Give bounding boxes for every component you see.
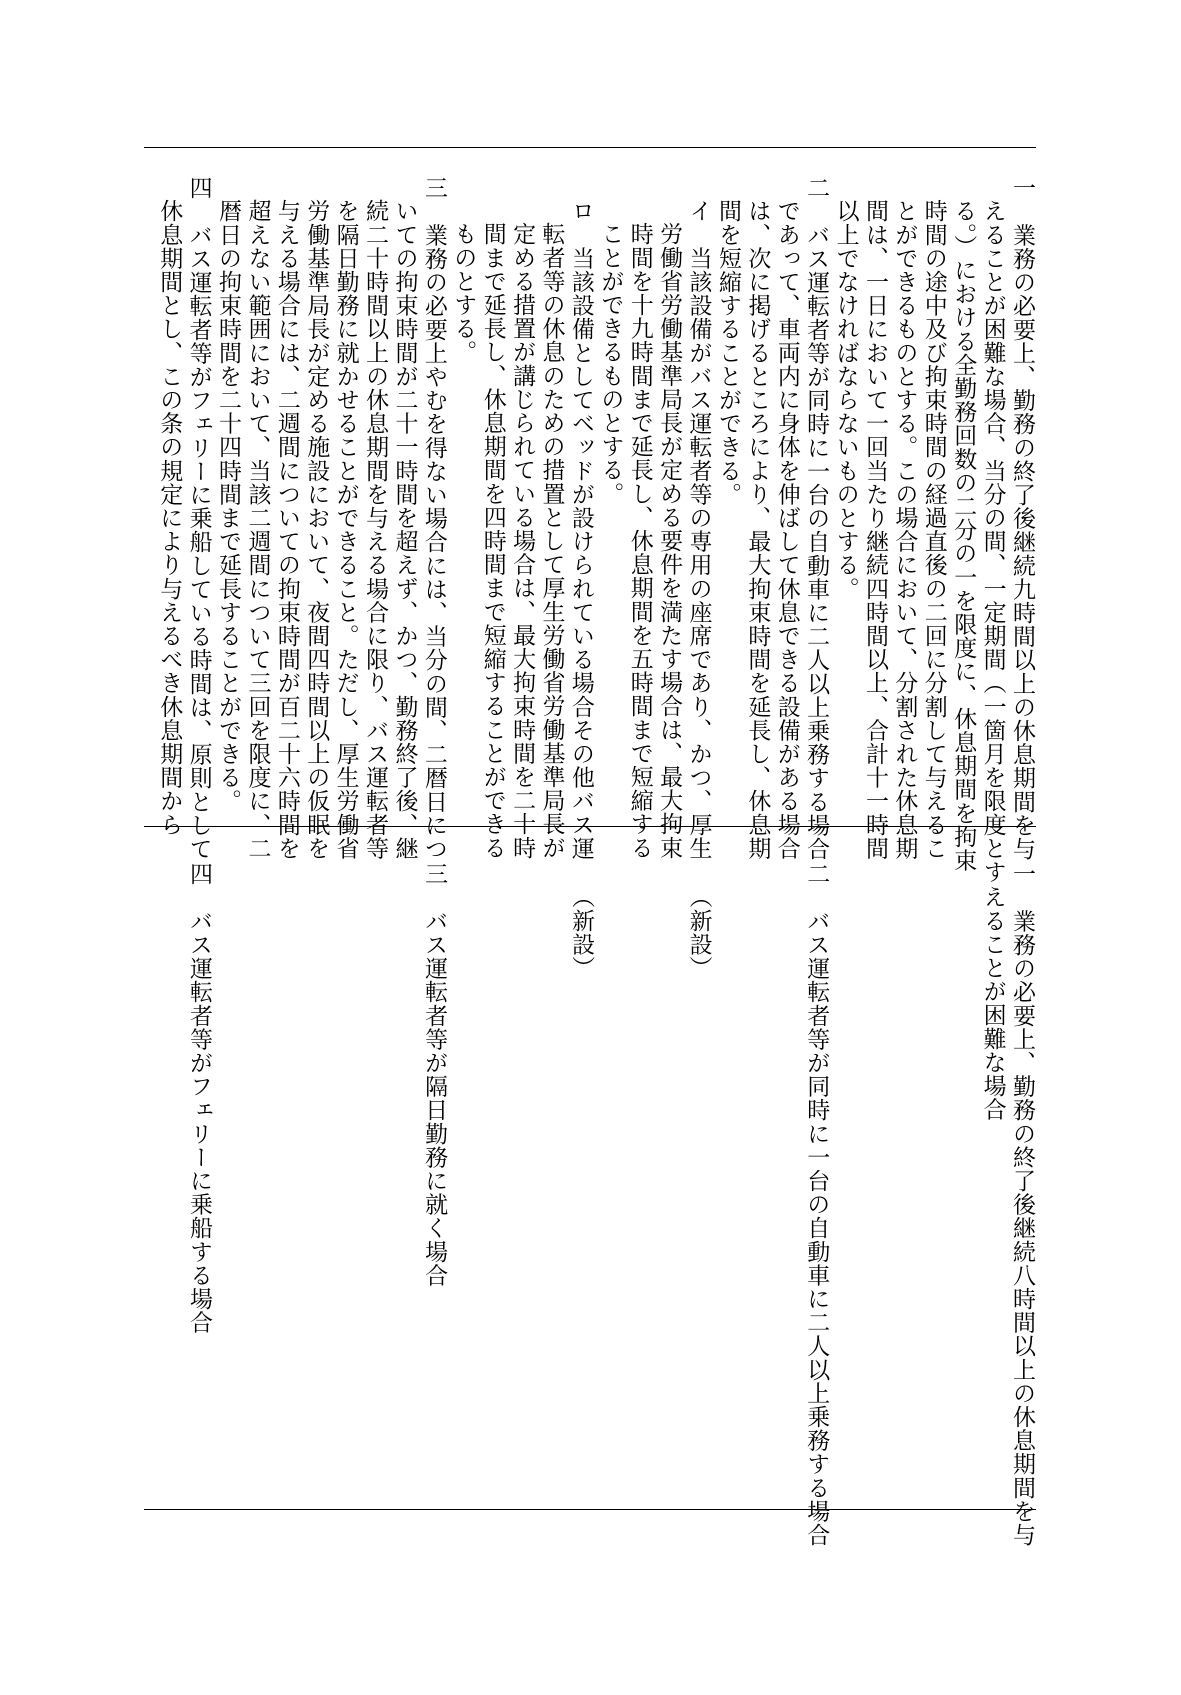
subitem-i-line: イ 当該設備がバス運転者等の専用の座席であり、かつ、厚生: [685, 199, 712, 860]
item-4-line: 休息期間とし、この条の規定により与えるべき休息期間から: [156, 199, 183, 837]
item-2-line: 間を短縮することができる。: [714, 199, 741, 506]
current-text: [184, 862, 1036, 1547]
subitem-ro-line: ロ 当該設備としてベッドが設けられている場合その他バス運: [567, 199, 594, 860]
current-item-1-line: 一 業務の必要上、勤務の終了後継続八時間以上の休息期間を与: [1009, 862, 1035, 1547]
current-item-4: 四 バス運転者等がフェリーに乗船する場合: [185, 862, 212, 1334]
item-2-line: は、次に掲げるところにより、最大拘束時間を延長し、休息期: [744, 199, 771, 860]
new-provision-note: （新設）: [568, 885, 595, 980]
item-3-line: を隔日勤務に就かせることができること。ただし、厚生労働省: [332, 199, 359, 860]
item-3-line: 続二十時間以上の休息期間を与える場合に限り、バス運転者等: [362, 199, 389, 860]
item-4-line: 四 バス運転者等がフェリーに乗船している時間は、原則として: [185, 176, 212, 861]
item-1-line: 間は、一日において一回当たり継続四時間以上、合計十一時間: [861, 199, 888, 860]
subitem-ro-line: ものとする。: [450, 222, 477, 364]
subitem-i-line: ことができるものとする。: [597, 222, 624, 506]
item-3-line: 三 業務の必要上やむを得ない場合には、当分の間、二暦日につ: [420, 176, 447, 861]
item-1-line: えることが困難な場合、当分の間、一定期間（一箇月を限度とす: [979, 199, 1006, 884]
item-3-line: いての拘束時間が二十一時間を超えず、かつ、勤務終了後、継: [391, 199, 418, 860]
subitem-ro-line: 転者等の休息のための措置として厚生労働省労働基準局長が: [538, 222, 565, 860]
current-item-2: 二 バス運転者等が同時に一台の自動車に二人以上乗務する場合: [803, 862, 830, 1547]
new-provision-note: （新設）: [685, 885, 712, 980]
item-2-line: 二 バス運転者等が同時に一台の自動車に二人以上乗務する場合: [803, 176, 830, 861]
subitem-i-line: 時間を十九時間まで延長し、休息期間を五時間まで短縮する: [626, 222, 653, 860]
top-rule: [144, 147, 1036, 148]
item-2-line: であって、車両内に身体を伸ばして休息できる設備がある場合: [773, 199, 800, 860]
subitem-i-line: 労働省労働基準局長が定める要件を満たす場合は、最大拘束: [656, 222, 683, 860]
item-3-line: 超えない範囲において、当該二週間について三回を限度に、二: [244, 199, 271, 860]
item-1-line: とができるものとする。この場合において、分割された休息期: [891, 199, 918, 860]
item-3-line: 与える場合には、二週間についての拘束時間が百二十六時間を: [273, 199, 300, 860]
item-1-line: る。）における全勤務回数の二分の一を限度に、休息期間を拘束: [950, 199, 977, 872]
current-item-3: 三 バス運転者等が隔日勤務に就く場合: [421, 862, 448, 1287]
subitem-ro-line: 定める措置が講じられている場合は、最大拘束時間を二十時: [509, 222, 536, 860]
item-1-line: 一 業務の必要上、勤務の終了後継続九時間以上の休息期間を与: [1009, 176, 1035, 861]
item-3-line: 暦日の拘束時間を二十四時間まで延長することができる。: [215, 199, 242, 813]
subitem-ro-line: 間まで延長し、休息期間を四時間まで短縮することができる: [479, 222, 506, 860]
item-1-line: 時間の途中及び拘束時間の経過直後の二回に分割して与えるこ: [920, 199, 947, 860]
item-3-line: 労働基準局長が定める施設において、夜間四時間以上の仮眠を: [303, 199, 330, 860]
revised-text: [154, 176, 1036, 884]
item-1-line: 以上でなければならないものとする。: [832, 199, 859, 601]
bottom-rule: [144, 1509, 1036, 1510]
current-item-1-line: えることが困難な場合: [979, 885, 1006, 1121]
